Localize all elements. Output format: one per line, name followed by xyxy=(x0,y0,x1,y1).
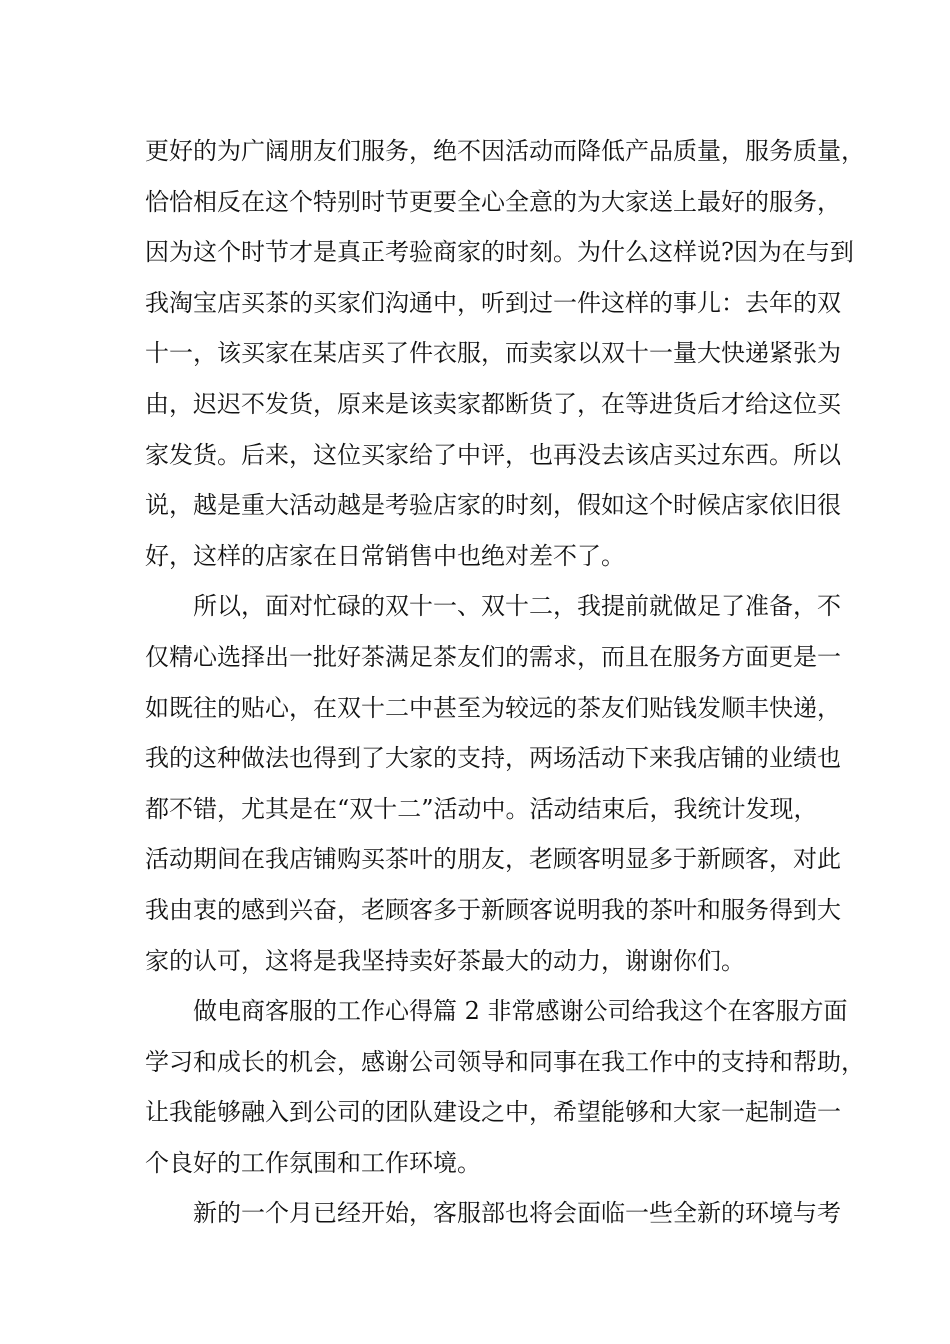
text-line: 都不错，尤其是在“双十二”活动中。活动结束后，我统计发现， xyxy=(145,794,818,823)
paragraph-first-line: 做电商客服的工作心得篇 2 非常感谢公司给我这个在客服方面 xyxy=(193,997,848,1026)
text-line: 我的这种做法也得到了大家的支持，两场活动下来我店铺的业绩也 xyxy=(145,744,841,773)
text-line: 说，越是重大活动越是考验店家的时刻，假如这个时候店家依旧很 xyxy=(145,491,841,520)
text-line: 如既往的贴心，在双十二中甚至为较远的茶友们贴钱发顺丰快递， xyxy=(145,693,841,722)
paragraph-first-line: 所以，面对忙碌的双十一、双十二，我提前就做足了准备，不 xyxy=(193,592,841,621)
text-line: 恰恰相反在这个特别时节更要全心全意的为大家送上最好的服务， xyxy=(145,187,841,216)
text-line: 个良好的工作氛围和工作环境。 xyxy=(145,1148,481,1177)
text-line: 我由衷的感到兴奋，老顾客多于新顾客说明我的茶叶和服务得到大 xyxy=(145,895,841,924)
text-line: 更好的为广阔朋友们服务，绝不因活动而降低产品质量，服务质量， xyxy=(145,137,865,165)
text-line: 家发货。后来，这位买家给了中评，也再没去该店买过东西。所以 xyxy=(145,440,841,469)
text-line: 家的认可，这将是我坚持卖好茶最大的动力，谢谢你们。 xyxy=(145,946,745,975)
body-text xyxy=(145,126,865,1239)
text-line: 让我能够融入到公司的团队建设之中，希望能够和大家一起制造一 xyxy=(145,1098,841,1127)
text-line: 仅精心选择出一批好茶满足茶友们的需求，而且在服务方面更是一 xyxy=(145,642,841,671)
text-line: 由，迟迟不发货，原来是该卖家都断货了，在等进货后才给这位买 xyxy=(145,389,841,418)
text-line: 活动期间在我店铺购买茶叶的朋友，老顾客明显多于新顾客，对此 xyxy=(145,845,841,874)
text-line: 学习和成长的机会，感谢公司领导和同事在我工作中的支持和帮助， xyxy=(145,1047,865,1076)
text-line: 十一，该买家在某店买了件衣服，而卖家以双十一量大快递紧张为 xyxy=(145,339,841,368)
paragraph-first-line: 新的一个月已经开始，客服部也将会面临一些全新的环境与考 xyxy=(193,1199,841,1228)
text-line: 我淘宝店买茶的买家们沟通中，听到过一件这样的事儿：去年的双 xyxy=(145,288,841,317)
text-line: 因为这个时节才是真正考验商家的时刻。为什么这样说?因为在与到 xyxy=(145,238,854,267)
text-line: 好，这样的店家在日常销售中也绝对差不了。 xyxy=(145,541,625,570)
